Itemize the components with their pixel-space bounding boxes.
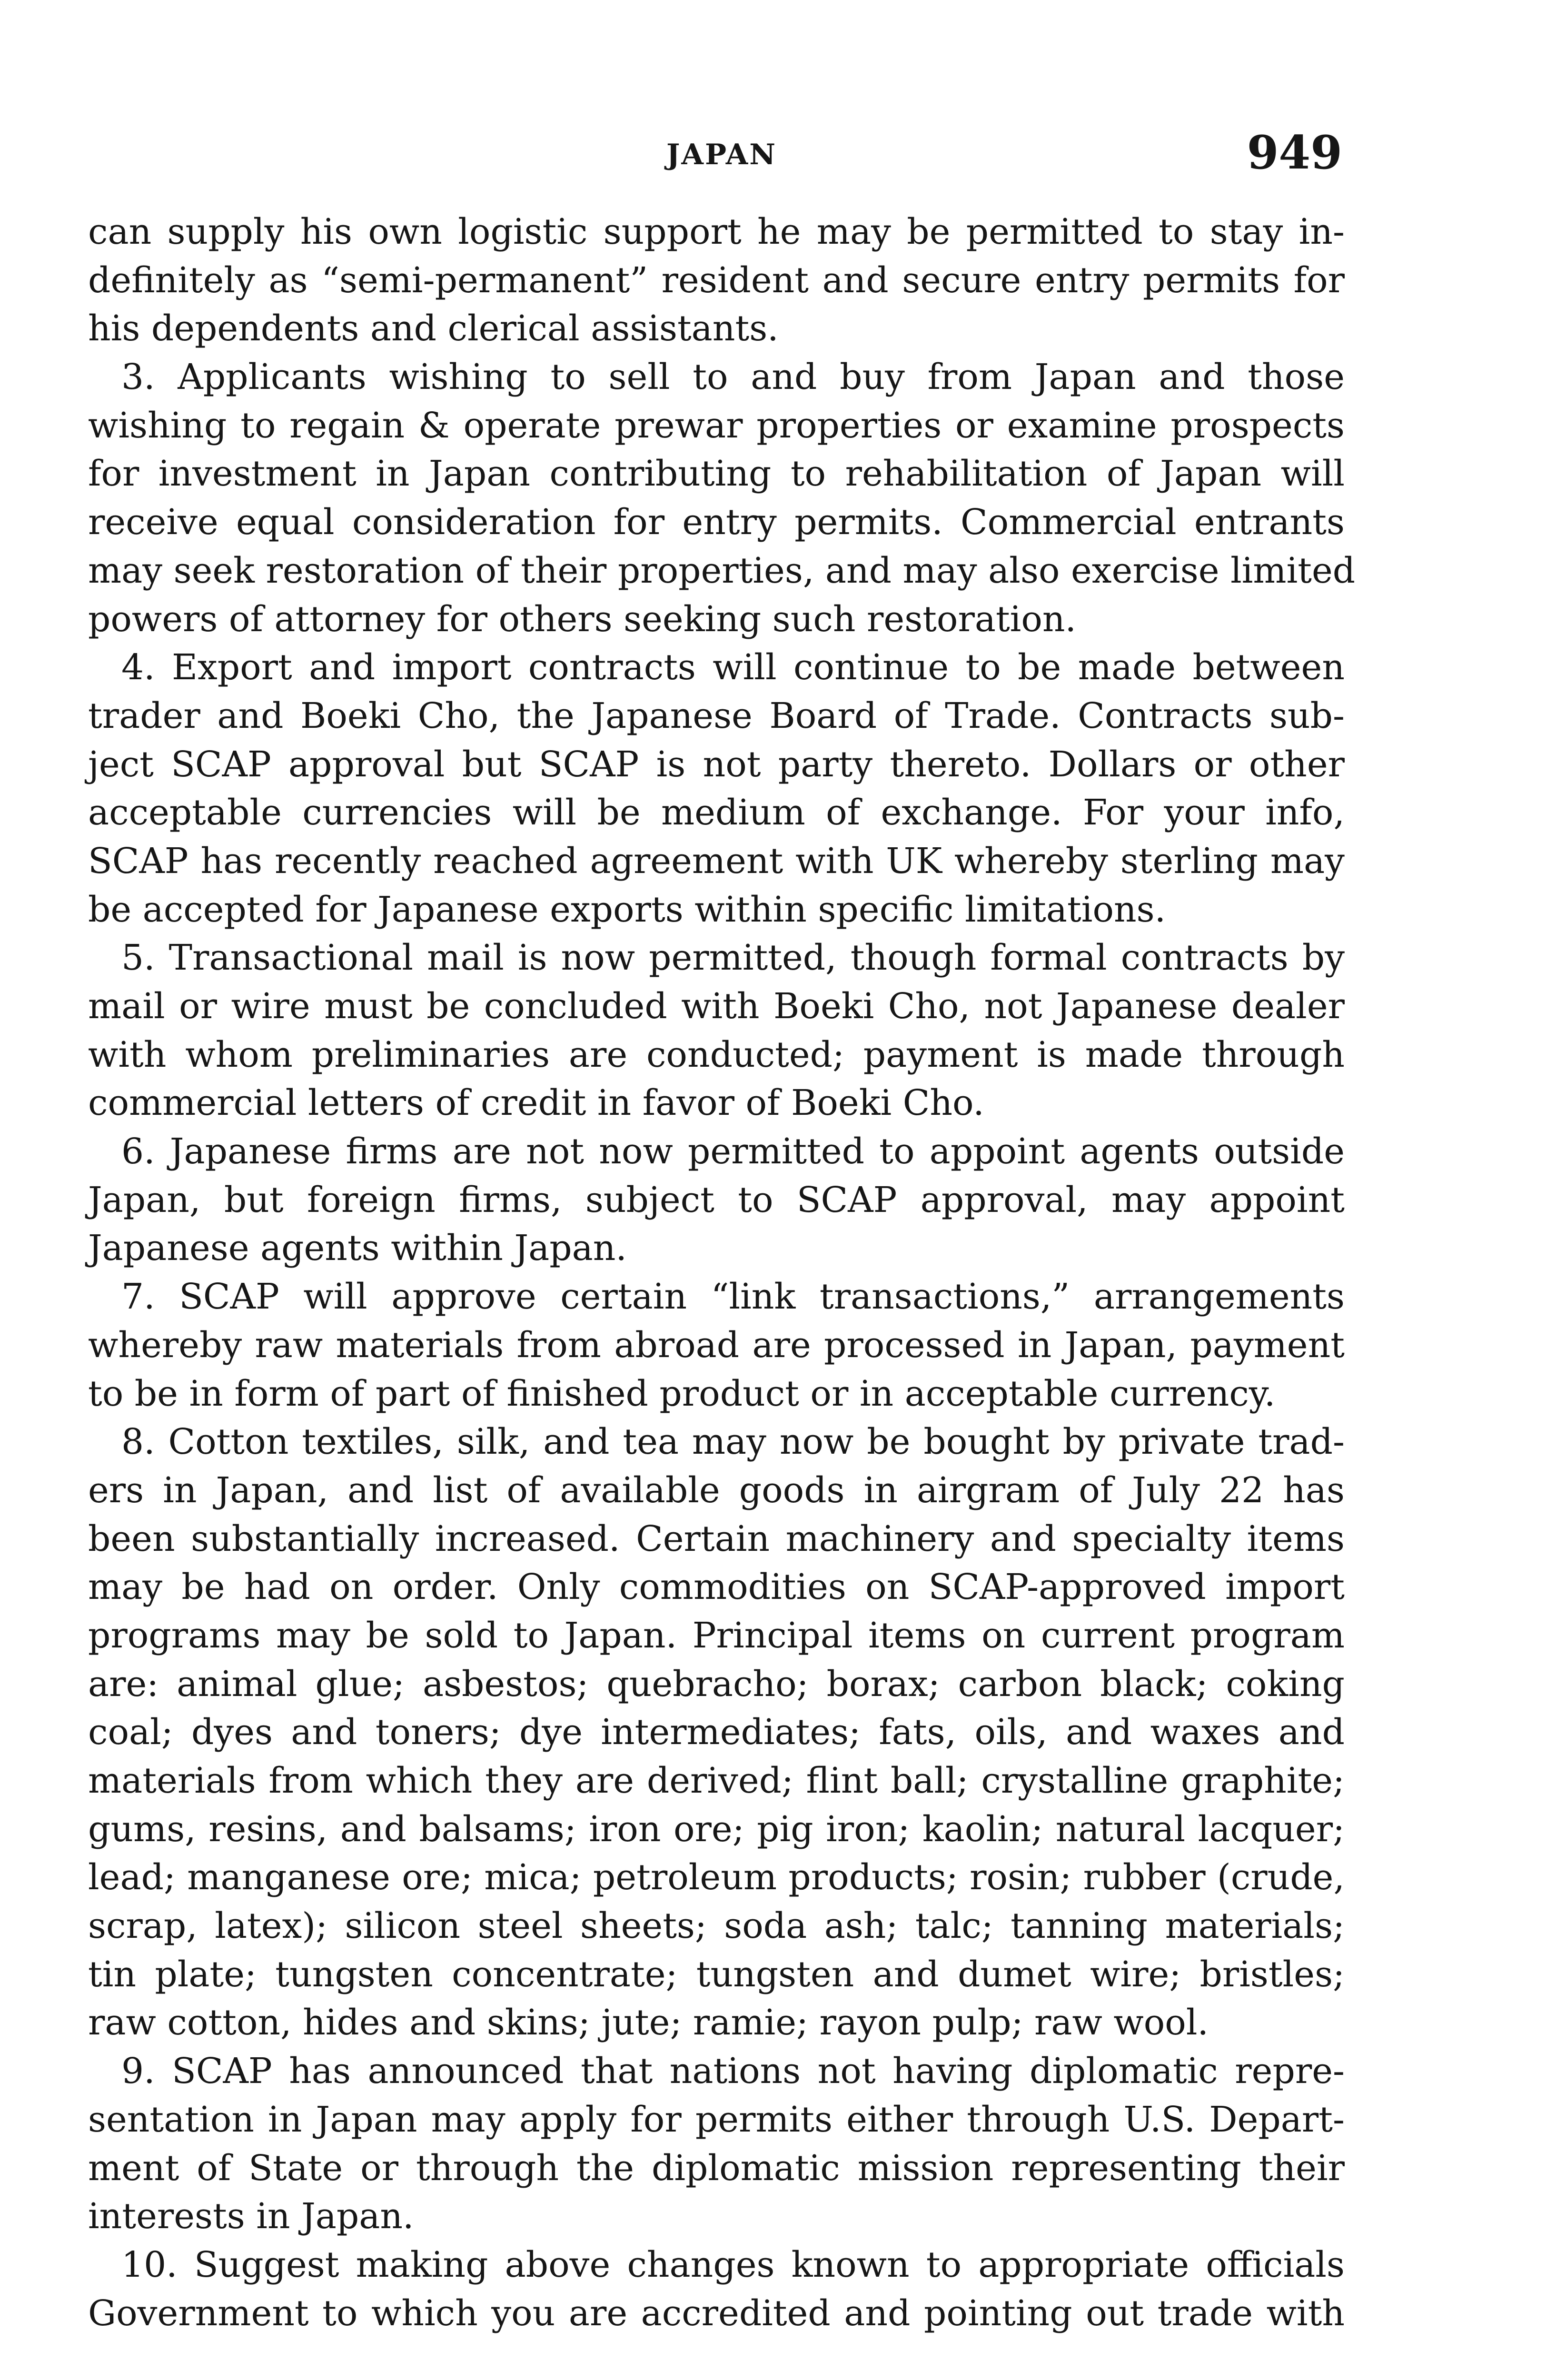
text-line: Government to which you are accredited and pointing out trade with (88, 2292, 1345, 2334)
text-line: sentation in Japan may apply for permits either through U.S. Depart- (88, 2099, 1345, 2140)
page-number: 949 (1247, 126, 1342, 179)
text-line: ject SCAP approval but SCAP is not party thereto. Dollars or other (88, 744, 1345, 785)
paragraph-4-start: 4. Export and import contracts will continue to be made between (121, 647, 1345, 688)
text-line: scrap, latex); silicon steel sheets; soda ash; talc; tanning materials; (88, 1905, 1345, 1947)
text-line: wishing to regain & operate prewar properties or examine prospects (88, 405, 1345, 446)
text-line: may seek restoration of their properties, and may also exercise limited (88, 550, 1356, 591)
paragraph-9-start: 9. SCAP has announced that nations not having diplomatic repre- (121, 2051, 1345, 2092)
text-line: SCAP has recently reached agreement with UK whereby sterling may (88, 840, 1345, 882)
text-line: be accepted for Japanese exports within specific limitations. (88, 889, 1166, 930)
text-line: mail or wire must be concluded with Boeki Cho, not Japanese dealer (88, 986, 1345, 1027)
text-line: programs may be sold to Japan. Principal items on current program (88, 1615, 1345, 1656)
text-line: to be in form of part of finished product or in acceptable currency. (88, 1373, 1276, 1414)
text-line: for investment in Japan contributing to rehabilitation of Japan will (88, 453, 1345, 495)
text-line: been substantially increased. Certain machinery and specialty items (88, 1518, 1345, 1559)
text-line: materials from which they are derived; flint ball; crystalline graphite; (88, 1760, 1345, 1801)
text-line: Japanese agents within Japan. (88, 1228, 627, 1269)
text-line: ment of State or through the diplomatic mission representing their (88, 2147, 1345, 2189)
body-text (88, 208, 1356, 2338)
text-line: acceptable currencies will be medium of exchange. For your info, (88, 792, 1345, 833)
paragraph-10-start: 10. Suggest making above changes known to appropriate officials (121, 2244, 1345, 2285)
paragraph-5-start: 5. Transactional mail is now permitted, though formal contracts by (121, 937, 1345, 979)
text-line: receive equal consideration for entry permits. Commercial entrants (88, 502, 1345, 543)
text-line: raw cotton, hides and skins; jute; ramie; rayon pulp; raw wool. (88, 2002, 1209, 2043)
text-line: may be had on order. Only commodities on SCAP-approved import (88, 1567, 1345, 1608)
text-line: definitely as “semi-permanent” resident and secure entry permits for (88, 259, 1345, 301)
text-line: lead; manganese ore; mica; petroleum products; rosin; rubber (crude, (88, 1857, 1345, 1898)
text-line: are: animal glue; asbestos; quebracho; borax; carbon black; coking (88, 1663, 1345, 1705)
text-line: gums, resins, and balsams; iron ore; pig iron; kaolin; natural lacquer; (88, 1808, 1345, 1850)
text-line: ers in Japan, and list of available goods in airgram of July 22 has (88, 1469, 1345, 1511)
text-line: Japan, but foreign firms, subject to SCAP approval, may appoint (88, 1179, 1345, 1220)
page-header (86, 126, 1342, 186)
text-line: tin plate; tungsten concentrate; tungsten and dumet wire; bristles; (88, 1954, 1345, 1995)
text-line: can supply his own logistic support he may be permitted to stay in- (88, 211, 1345, 252)
text-line: powers of attorney for others seeking such restoration. (88, 598, 1077, 640)
running-title: JAPAN (666, 138, 777, 171)
paragraph-7-start: 7. SCAP will approve certain “link transactions,” arrangements (121, 1276, 1345, 1318)
paragraph-6-start: 6. Japanese firms are not now permitted to appoint agents outside (121, 1131, 1345, 1172)
text-line: with whom preliminaries are conducted; payment is made through (88, 1034, 1345, 1075)
text-line: coal; dyes and toners; dye intermediates; fats, oils, and waxes and (88, 1712, 1345, 1753)
text-line: his dependents and clerical assistants. (88, 308, 779, 349)
text-line: trader and Boeki Cho, the Japanese Board of Trade. Contracts sub- (88, 695, 1345, 736)
text-line: commercial letters of credit in favor of Boeki Cho. (88, 1082, 984, 1124)
text-line: whereby raw materials from abroad are processed in Japan, payment (88, 1324, 1345, 1366)
text-line: interests in Japan. (88, 2196, 414, 2237)
paragraph-8-start: 8. Cotton textiles, silk, and tea may now be bought by private trad- (121, 1421, 1345, 1463)
paragraph-3-start: 3. Applicants wishing to sell to and buy from Japan and those (121, 357, 1345, 398)
